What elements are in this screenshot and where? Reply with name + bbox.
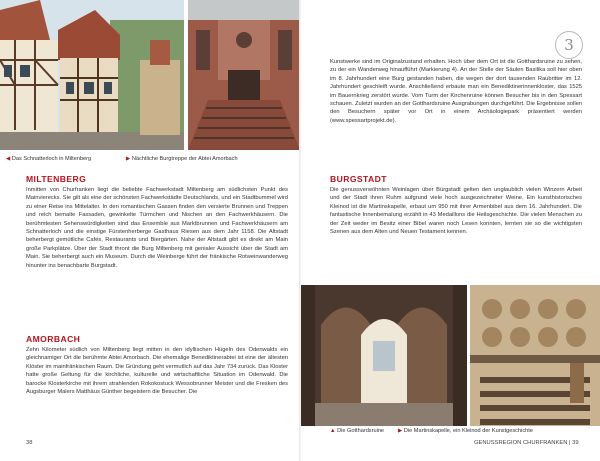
caption-arrow-icon: ◀ <box>6 156 12 162</box>
caption-arrow-icon: ▶ <box>398 428 404 434</box>
caption-photo-3: ▲ Die Gotthardsruine <box>330 428 385 434</box>
photo-abtei-amorbach-stairs <box>188 0 300 150</box>
caption-photo-1: ◀ Das Schnatterloch in Miltenberg <box>6 156 92 162</box>
page-number-right: 39 <box>572 440 579 446</box>
photo-gotthardsruine <box>301 285 467 426</box>
photo-miltenberg-schnatterloch <box>0 0 184 150</box>
page-number-left: 38 <box>26 440 33 446</box>
caption-photo-4: ▶ Die Martinskapelle, ein Kleinod der Kunstgeschichte <box>398 428 533 434</box>
photo-martinskapelle <box>470 285 600 426</box>
section-heading-amorbach: AMORBACH <box>26 334 81 344</box>
church-ruin-arches-illustration <box>301 285 467 426</box>
caption-photo-2: ▶ Nächtliche Burgtreppe der Abtei Amorbach <box>126 156 238 162</box>
caption-arrow-icon: ▲ <box>330 428 338 434</box>
section-heading-burgstadt: BURGSTADT <box>330 174 387 184</box>
chapel-interior-illustration <box>470 285 600 426</box>
section-heading-miltenberg: MILTENBERG <box>26 174 87 184</box>
chapter-number-badge: 3 <box>555 31 583 59</box>
section-text-miltenberg: Inmitten von Churfranken liegt die beliebte Fachwerkstadt Miltenberg am südlichsten Punkt des Mainvierecks. Sie gilt als eine der schönsten Fachwerkstädte Deutschlands, und ein Stadtbummel wird zu einer Reise ins Mittelalter. In den romantischen Gassen finden den versierte Brunnen und Treppen und reich bemalte Fassaden, gewinkelte Türmchen und Nischen an den Fachwerkhäusern. Die berühmtesten Sehenswürdigkeiten sind das Ensemble aus Marktbrunnen und Fachwerkhäusern am Schnatterloch und die einstige Fürstenherberge Gasthaus Riesen aus dem Jahr 1158. Die Altstadt beherbergt gemütliche Cafés, Restaurants und Biergärten. Nahe der Altstadt gibt es direkt am Main große Parkplätze. Über der Stadt thront die Burg Miltenberg mit genialer Aussicht über die Stadt am Main. Sie beherbergt auch ein Museum. Durch die Weinberge führt der fränkische Rotweinwanderweg hinunter ins benachbarte Burgstadt. <box>26 187 288 269</box>
running-footer-right: GENUSSREGION CHURFRANKEN | 39 <box>474 440 579 446</box>
abbey-facade-illustration <box>188 0 300 150</box>
section-text-burgstadt: Die genussverwöhnten Weinlagen über Bürgstadt gelten den unglaublich vielen Winzern Arbeit und der Stadt ihren Ruhm aufgrund viele hoch ausgezeichneter Weine. Ein kunsthistorisches Kleinod ist die Martinskapelle, erbaut um 950 mit ihrer Armenbibel aus dem 16. Jahrhundert. Die fantastische Innenbemalung erzählt in 43 Medaillons die Heilsgeschichte. Die vielen Menschen zu der Zeit weder im Besitz einer Bibel waren noch Lesen konnten, lernten sie so die wichtigsten Szenen aus dem Alten und Neuen Testament kennen. <box>330 187 582 236</box>
intro-text-gotthardsruine: Kunstwerke sind im Originalzustand erhalten. Hoch über dem Ort ist die Gotthardsruine zu sehen, zu der ein Wanderweg hinaufführt (Markierung 4). An der Stelle der Säulen Basilika soll hier oben im 8. Jahrhundert eine Burg gestanden haben, die wegen der dort tausenden Raubritter im 12. Jahrhundert geschleift wurde. Anschließend erbaute man ein Benediktinerinnenkloster, das 1525 im Bauernkrieg zerstört wurde. Vom Turm der Kirchenruine können Besucher bis in den Spessart schauen. Zuletzt wurden an der Gotthardsruine Ausgrabungen durchgeführt. Die Ergebnisse sollen den Besuchern später vor Ort in einem Archäologiepark präsentiert werden (www.spessartprojekt.de). <box>330 59 582 124</box>
half-timbered-houses-illustration <box>0 0 184 150</box>
caption-arrow-icon: ▶ <box>126 156 132 162</box>
section-text-amorbach: Zehn Kilometer südlich von Miltenberg liegt mitten in den idyllischen Hügeln des Odenwalds ein gleichnamiger Ort die berühmte Abtei Amorbach. Die ehemalige Benediktinerabtei ist eine der ältesten Klöster im mainfränkischen Raum. Die Gründung geht vermutlich auf das Jahr 734 zurück. Das Kloster hatte große Geltung für die kirchliche, kulturelle und wirtschaftliche Situation im Odenwald. Die barocke Klosterkirche mit ihrem strahlenden Rokokostuck Wessobrunner Meister und die Fresken des Augsburger Malers Matthäus Günther begeistern die Besucher. Die <box>26 347 288 396</box>
